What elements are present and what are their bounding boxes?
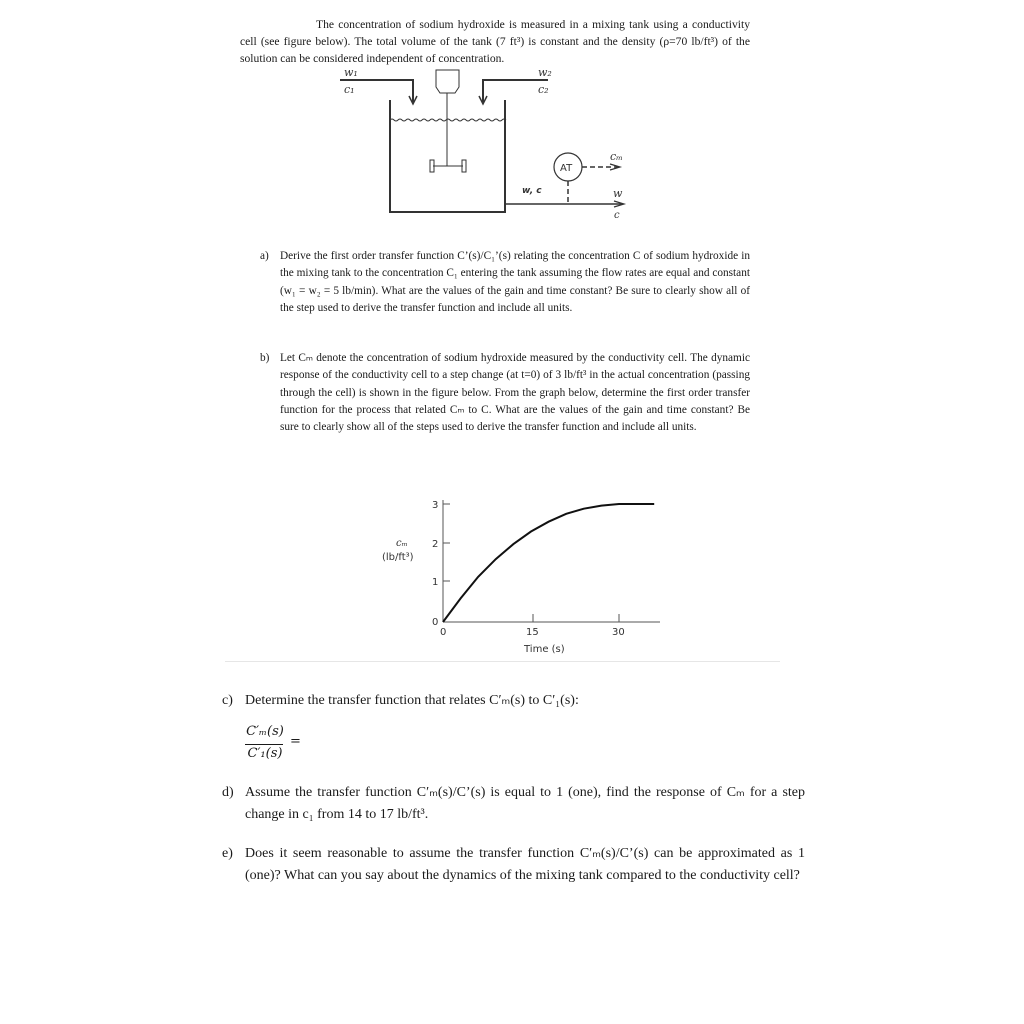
x-axis-title: Time (s) bbox=[524, 644, 565, 655]
intro-text: The concentration of sodium hydroxide is measured in a mixing tank using a conductivity cell (see figure below). The total volume of the tank (7 ft³) is constant and the density (ρ=70 lb/ft³) of the solution can be considered independent of concentration. bbox=[240, 18, 750, 65]
fraction-bar bbox=[245, 744, 283, 745]
label-outlet-c: c bbox=[614, 210, 620, 221]
fraction-denominator: C′₁(s) bbox=[247, 746, 283, 761]
question-a-text: Derive the first order transfer function C’(s)/C₁’(s) relating the concentration C of sodium hydroxide in the mixing tank to the concentration C₁ entering the tank assuming the flow rates are equal and constant (w₁ = w₂ = 5 lb/min). What are the values of the gain and time constant? Be sure to clearly show all of the step used to derive the transfer function and include all units. bbox=[280, 250, 750, 314]
y-label-3: 3 bbox=[432, 500, 439, 511]
x-label-30: 30 bbox=[612, 627, 625, 638]
y-label-0: 0 bbox=[432, 617, 439, 628]
label-outlet-w: w bbox=[613, 187, 623, 200]
mixer-motor-icon bbox=[436, 70, 459, 93]
x-label-0: 0 bbox=[440, 627, 447, 638]
label-c2: c₂ bbox=[538, 83, 549, 96]
equals-sign: = bbox=[290, 734, 301, 749]
question-b-text: Let Cₘ denote the concentration of sodium hydroxide measured by the conductivity cell. The dynamic response of the conductivity cell to a step change (at t=0) of 3 lb/ft³ in the actual concentration (passing through the cell) is shown in the figure below. From the graph below, determine the first order transfer function for the process that related Cₘ to C. What are the values of the gain and time constant? Be sure to clearly show all of the steps used to derive the transfer function and include all units. bbox=[280, 352, 750, 434]
y-label-1: 1 bbox=[432, 577, 439, 588]
mixing-tank-diagram bbox=[340, 70, 624, 212]
question-a-label: a) bbox=[260, 250, 269, 262]
question-c-text: Determine the transfer function that relates C′ₘ(s) to C′₁(s): bbox=[245, 693, 579, 708]
y-axis-title-2: (lb/ft³) bbox=[382, 552, 414, 563]
question-b-label: b) bbox=[260, 352, 270, 364]
label-at: AT bbox=[560, 163, 573, 174]
question-e-text: Does it seem reasonable to assume the transfer function C′ₘ(s)/C’(s) can be approximated as 1 (one)? What can you say about the dynamics of the mixing tank compared to the conductivity cell? bbox=[245, 846, 805, 883]
response-curve bbox=[443, 504, 654, 622]
question-d-text: Assume the transfer function C′ₘ(s)/C’(s) is equal to 1 (one), find the response of Cₘ for a step change in c₁ from 14 to 17 lb/ft³. bbox=[245, 785, 805, 822]
fraction-numerator: C′ₘ(s) bbox=[246, 724, 284, 739]
label-w2: w₂ bbox=[538, 66, 552, 79]
y-label-2: 2 bbox=[432, 539, 439, 550]
label-c1: c₁ bbox=[344, 83, 355, 96]
question-e-label: e) bbox=[222, 846, 233, 861]
x-label-15: 15 bbox=[526, 627, 539, 638]
label-w-c: w, c bbox=[522, 186, 542, 196]
liquid-surface bbox=[390, 119, 506, 121]
section-divider bbox=[225, 661, 780, 662]
question-c-label: c) bbox=[222, 693, 233, 708]
response-chart bbox=[382, 500, 660, 655]
y-axis-title-1: cₘ bbox=[396, 538, 408, 549]
label-cm: cₘ bbox=[610, 150, 623, 163]
question-d-label: d) bbox=[222, 785, 234, 800]
label-w1: w₁ bbox=[344, 66, 358, 79]
